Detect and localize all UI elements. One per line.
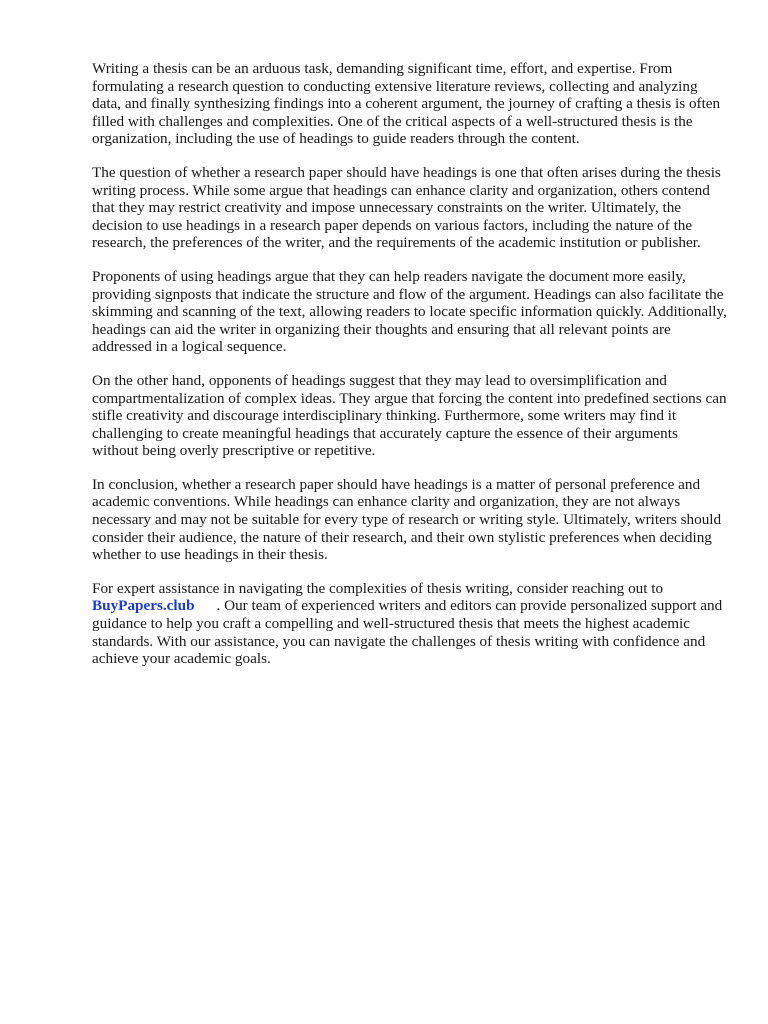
paragraph-call-to-action <box>92 580 728 668</box>
paragraph-intro: Writing a thesis can be an arduous task, demanding significant time, effort, and expertise. From formulating a research question to conducting extensive literature reviews, collecting and analyzing data, and finally synthesizing findings into a coherent argument, the journey of crafting a thesis is often filled with challenges and complexities. One of the critical aspects of a well-structured thesis is the organization, including the use of headings to guide readers through the content. <box>92 60 721 148</box>
paragraph-opponents: On the other hand, opponents of headings suggest that they may lead to oversimplification and compartmentalization of complex ideas. They argue that forcing the content into predefined sections can stifle creativity and discourage interdisciplinary thinking. Furthermore, some writers may find it challenging to create meaningful headings that accurately capture the essence of their arguments without being overly prescriptive or repetitive. <box>92 371 727 460</box>
paragraph-proponents: Proponents of using headings argue that they can help readers navigate the document more easily, providing signposts that indicate the structure and flow of the argument. Headings can also facilitate the skimming and scanning of the text, allowing readers to locate specific information quickly. Additionally, headings can aid the writer in organizing their thoughts and ensuring that all relevant points are addressed in a logical sequence. <box>92 267 727 356</box>
document-body <box>92 60 728 684</box>
cta-outro-text: . Our team of experienced writers and editors can provide personalized support and guidance to help you craft a compelling and well-structured thesis that meets the highest academic standards. With our assistance, you can navigate the challenges of thesis writing with confidence and achieve your academic goals. <box>92 597 723 668</box>
buypapers-link[interactable]: BuyPapers.club <box>92 597 195 615</box>
paragraph-conclusion: In conclusion, whether a research paper should have headings is a matter of personal preference and academic conventions. While headings can enhance clarity and organization, they are not always necessary and may not be suitable for every type of research or writing style. Ultimately, writers should consider their audience, the nature of their research, and their own stylistic preferences when deciding whether to use headings in their thesis. <box>92 475 722 564</box>
cta-intro-text: For expert assistance in navigating the complexities of thesis writing, consider reaching out to <box>92 579 664 597</box>
paragraph-headings-question: The question of whether a research paper should have headings is one that often arises during the thesis writing process. While some argue that headings can enhance clarity and organization, others contend that they may restrict creativity and impose unnecessary constraints on the writer. Ultimately, the decision to use headings in a research paper depends on various factors, including the nature of the research, the preferences of the writer, and the requirements of the academic institution or publisher. <box>92 163 721 252</box>
